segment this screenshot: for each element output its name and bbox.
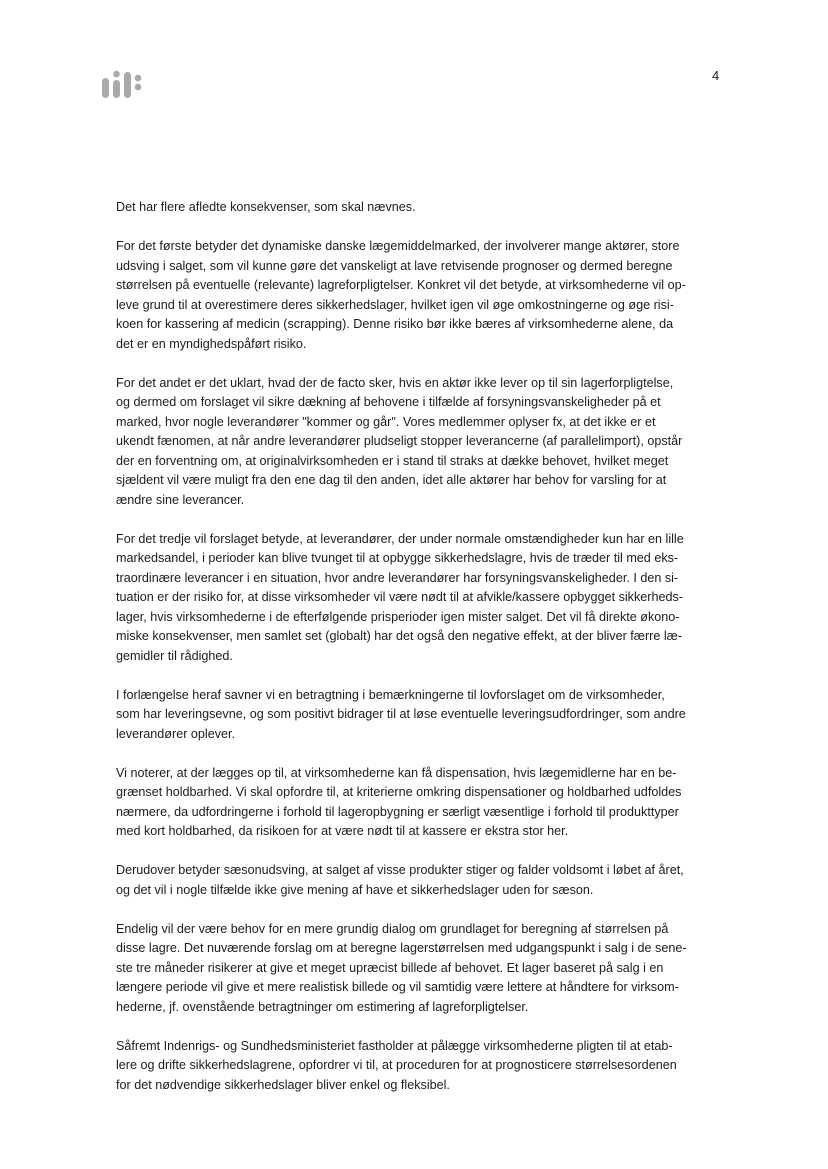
lif-logo-icon	[100, 68, 152, 102]
paragraph: For det andet er det uklart, hvad der de facto sker, hvis en aktør ikke lever op til sin lagerforpligtelse, og dermed om forslaget vil sikre dækning af behovene i tilfælde af forsyningsvanskeligheder på et marked, hvor nogle leverandører "kommer og går". Vores medlemmer oplyser fx, at det ikke er et ukendt fænomen, at når andre leverandører pludseligt stopper leverancerne (af parallelimport), opstår der en forventning om, at originalvirksomheden er i stand til straks at dække behovet, hvilket meget sjældent vil være muligt fra den ene dag til den anden, idet alle aktører har behov for varsling for at ændre sine leverancer.	[116, 375, 683, 507]
paragraph: For det tredje vil forslaget betyde, at leverandører, der under normale omstændigheder kun har en lille markedsandel, i perioder kan blive tvunget til at opbygge sikkerhedslagre, hvis de træder til med eks- traordinære leverancer i en situation, hvor andre leverandører har forsyningsvanskeligheder. I den si- tuation er der risiko for, at disse virksomheder vil være nødt til at afvikle/kassere opbygget sikkerheds- lager, hvis virksomhederne i de efterfølgende prisperioder igen mister salget. Det vil få direkte økono- miske konsekvenser, men samlet set (globalt) har det også den negative effekt, at der bliver færre læ- gemidler til rådighed.	[116, 531, 684, 663]
paragraph: Såfremt Indenrigs- og Sundhedsministeriet fastholder at pålægge virksomhederne pligten til at etab- lere og drifte sikkerhedslagrene, opfordrer vi til, at proceduren for at prognosticere størrelsesordenen for det nødvendige sikkerhedslager bliver enkel og fleksibel.	[116, 1038, 677, 1092]
paragraph: Derudover betyder sæsonudsving, at salget af visse produkter stiger og falder voldsomt i løbet af året, og det vil i nogle tilfælde ikke give mening af have et sikkerhedslager uden for sæson.	[116, 863, 684, 897]
paragraph: Det har flere afledte konsekvenser, som skal nævnes.	[116, 200, 416, 214]
document-body	[116, 198, 728, 1115]
paragraph: Vi noterer, at der lægges op til, at virksomhederne kan få dispensation, hvis lægemidlerne har en be- grænset holdbarhed. Vi skal opfordre til, at kriterierne omkring dispensationer og holdbarhed udfoldes nærmere, da udfordringerne i forhold til lageropbygning er særligt væsentlige i forhold til produkttyper med kort holdbarhed, da risikoen for at være nødt til at kassere er ekstra stor her.	[116, 765, 682, 838]
page-number: 4	[712, 68, 720, 83]
paragraph: Endelig vil der være behov for en mere grundig dialog om grundlaget for beregning af størrelsen på disse lagre. Det nuværende forslag om at beregne lagerstørrelsen med udgangspunkt i salg i de sene- ste tre måneder risikerer at give et meget upræcist billede af behovet. Et lager baseret på salg i en længere periode vil give et mere realistisk billede og vil samtidig være lettere at håndtere for virksom- hederne, jf. ovenstående betragtninger om estimering af lagreforpligtelser.	[116, 921, 687, 1014]
paragraph: For det første betyder det dynamiske danske lægemiddelmarked, der involverer mange aktører, store udsving i salget, som vil kunne gøre det vanskeligt at lave retvisende prognoser og dermed beregne størrelsen på eventuelle (relevante) lagreforpligtelser. Konkret vil det betyde, at virksomhederne vil op- leve grund til at overestimere deres sikkerhedslager, hvilket igen vil øge omkostningerne og øge risi- koen for kassering af medicin (scrapping). Denne risiko bør ikke bæres af virksomhederne alene, da det er en myndighedspåført risiko.	[116, 239, 686, 351]
paragraph: I forlængelse heraf savner vi en betragtning i bemærkningerne til lovforslaget om de virksomheder, som har leveringsevne, og som positivt bidrager til at løse eventuelle leveringsudfordringer, som andre leverandører oplever.	[116, 687, 686, 741]
